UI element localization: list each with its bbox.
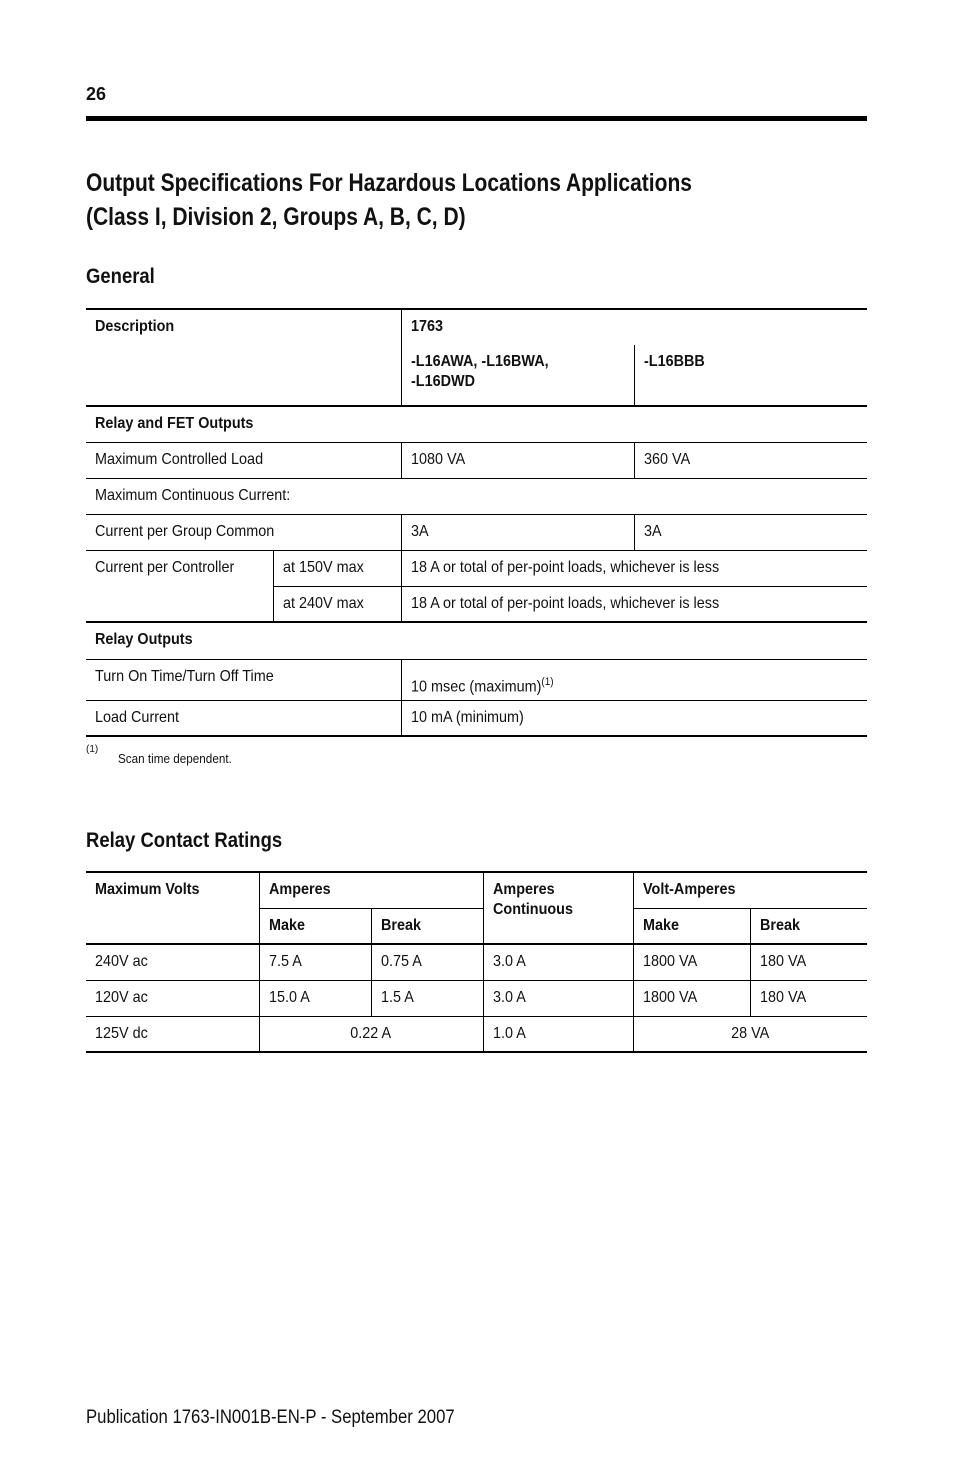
page-title: [86, 166, 692, 234]
footnote: [86, 744, 232, 766]
turn-on-label: Turn On Time/Turn Off Time: [95, 667, 274, 685]
col-volt-amperes: Volt-Amperes: [642, 881, 736, 898]
max-load-b: 360 VA: [643, 450, 690, 468]
col-model-a: -L16AWA, -L16BWA,: [410, 353, 549, 370]
table-header-row: [86, 309, 867, 345]
col-amps-make: Make: [268, 916, 305, 934]
footnote-marker: (1): [86, 744, 99, 755]
va-make-cell: 1800 VA: [642, 953, 697, 970]
publication-footer: Publication 1763-IN001B-EN-P - September 2007: [86, 1407, 455, 1428]
volts-cell: 120V ac: [95, 988, 148, 1006]
group-common-label: Current per Group Common: [95, 522, 275, 540]
table-row: [86, 659, 867, 700]
volts-cell: 125V dc: [95, 1024, 148, 1042]
at-240-value: 18 A or total of per-point loads, whichever is less: [410, 594, 719, 612]
general-heading: General: [86, 265, 155, 288]
title-line-2: (Class I, Division 2, Groups A, B, C, D): [86, 203, 466, 231]
col-amperes-cont-2: Continuous: [492, 901, 573, 918]
at-150-value: 18 A or total of per-point loads, whichever is less: [410, 558, 719, 576]
amps-make-cell: 15.0 A: [268, 988, 310, 1006]
table-row: [86, 980, 867, 1016]
section-relay-fet: Relay and FET Outputs: [95, 415, 254, 432]
per-controller-label: Current per Controller: [95, 558, 235, 576]
va-break-cell: 180 VA: [759, 953, 806, 970]
col-model-a-cont: -L16DWD: [410, 373, 475, 390]
col-amps-break: Break: [380, 916, 421, 934]
group-common-a: 3A: [410, 522, 429, 540]
footnote-ref: (1): [540, 675, 554, 688]
table-row: [86, 944, 867, 980]
amps-make-cell: 7.5 A: [268, 953, 302, 970]
col-description: Description: [95, 318, 175, 335]
table-row: [86, 622, 867, 659]
volts-cell: 240V ac: [95, 953, 148, 970]
table-row: [86, 514, 867, 550]
amps-cont-cell: 3.0 A: [492, 953, 526, 970]
table-row: [86, 1016, 867, 1052]
relay-ratings-heading: Relay Contact Ratings: [86, 829, 283, 852]
col-model-b: -L16BBB: [643, 353, 705, 370]
col-va-break: Break: [759, 916, 800, 934]
title-line-1: Output Specifications For Hazardous Locations Applications: [86, 169, 692, 197]
amps-break-cell: 0.75 A: [380, 953, 422, 970]
group-common-b: 3A: [643, 522, 662, 540]
max-cont-current: Maximum Continuous Current:: [95, 486, 291, 504]
amps-cont-cell: 1.0 A: [492, 1024, 526, 1042]
table-header-row: [86, 872, 867, 908]
col-amperes: Amperes: [268, 881, 331, 898]
max-load-a: 1080 VA: [410, 450, 465, 468]
table-row: [86, 478, 867, 514]
col-max-volts: Maximum Volts: [95, 881, 200, 898]
section-relay: Relay Outputs: [95, 631, 193, 648]
va-break-cell: 180 VA: [759, 988, 806, 1006]
table-row: [86, 550, 867, 586]
col-va-make: Make: [642, 916, 679, 934]
footnote-text: Scan time dependent.: [118, 751, 232, 766]
load-current-label: Load Current: [95, 708, 180, 726]
va-make-cell: 1800 VA: [642, 988, 697, 1006]
load-current-value: 10 mA (minimum): [410, 708, 524, 726]
turn-on-value: 10 msec (maximum)$^{(1)}$: [410, 675, 554, 695]
at-240-label: at 240V max: [282, 594, 364, 612]
amps-cont-cell: 3.0 A: [492, 988, 526, 1006]
amps-break-cell: 1.5 A: [380, 988, 414, 1006]
table-row: [86, 700, 867, 736]
page-number: 26: [86, 84, 107, 104]
max-load-label: Maximum Controlled Load: [95, 450, 264, 468]
header-rule: [86, 116, 867, 121]
col-amperes-cont: Amperes: [492, 881, 555, 898]
amps-merged-cell: 0.22 A: [350, 1024, 392, 1042]
general-specs-table: [86, 308, 867, 737]
va-merged-cell: 28 VA: [731, 1024, 770, 1042]
col-family: 1763: [410, 318, 443, 335]
table-row: [86, 442, 867, 478]
at-150-label: at 150V max: [282, 558, 364, 576]
relay-ratings-table: [86, 871, 867, 1053]
table-row: [86, 406, 867, 442]
